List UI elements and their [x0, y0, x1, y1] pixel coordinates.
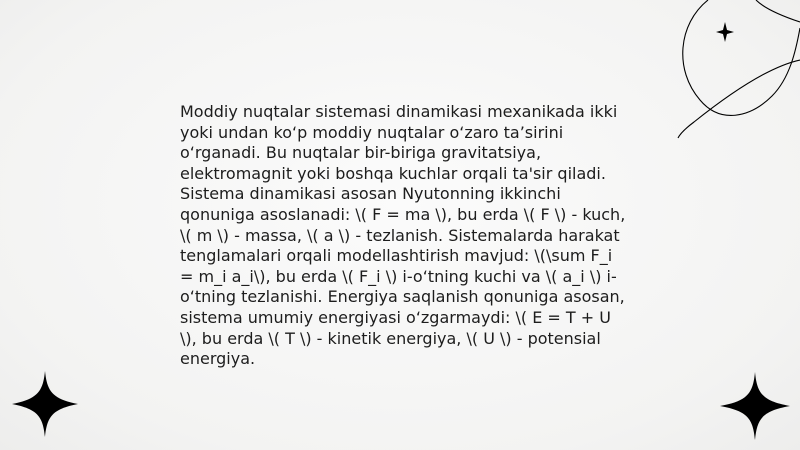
star-icon — [12, 371, 78, 437]
star-icon — [720, 372, 790, 440]
orbit-sparkle-icon — [672, 0, 800, 140]
body-paragraph: Moddiy nuqtalar sistemasi dinamikasi mexanikada ikki yoki undan ko‘p moddiy nuqtalar o‘zaro ta’sirini o‘rganadi. Bu nuqtalar bir-biriga gravitatsiya, elektromagnit yoki boshqa kuchlar orqali ta'sir qiladi. Sistema dinamikasi asosan Nyutonning ikkinchi qonuniga asoslanadi: \( F = ma \), bu erda \( F \) - kuch, \( m \) - massa, \( a \) - tezlanish. Sistemalarda harakat tenglamalari orqali modellashtirish mavjud: \(\sum F_i = m_i a_i\), bu erda \( F_i \) i-o‘tning kuchi va \( a_i \) i-o‘tning tezlanishi. Energiya saqlanish qonuniga asosan, sistema umumiy energiyasi o‘zgarmaydi: \( E = T + U \), bu erda \( T \) - kinetik energiya, \( U \) - potensial energiya. — [180, 102, 626, 369]
